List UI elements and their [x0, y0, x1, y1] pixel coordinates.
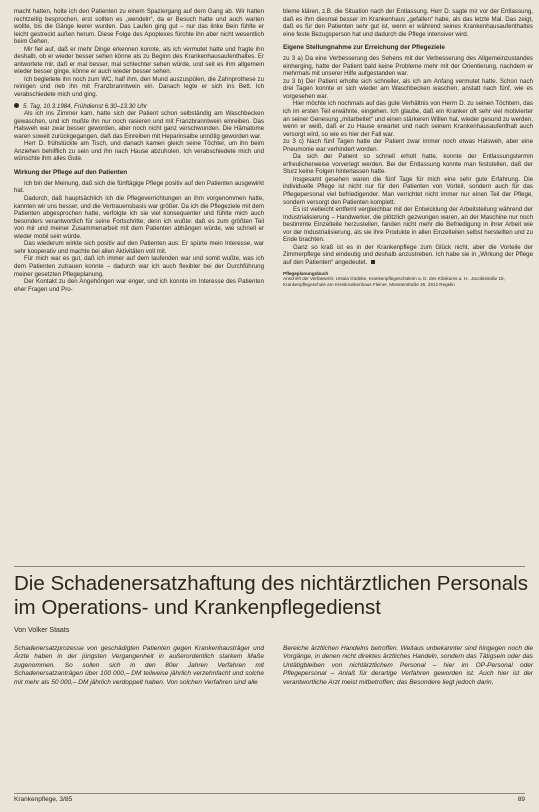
- paragraph: Es ist vielleicht entfernt vergleichbar mit der Entwicklung der Arbeitsteilung während der Industrialisierung – Handwerker, die plötzlich gezwungen waren, an der Maschine nur noch bestimmte Einzelteile herzustellen, fanden nicht mehr die Befriedigung in ihrer Arbeit wie vor der Industrialisierung, als sie ihre Produkte in allen Einzelteilen selbst herstellten und zu Ende brachten.: [283, 206, 533, 244]
- lead-left: [14, 645, 264, 687]
- paragraph: Als ich ins Zimmer kam, hatte sich der Patient schon selbständig am Waschbecken gewaschen, und ich mußte ihn nur noch rasieren und mit Franzbranntwein einreiben. Das Halsweh war zwar besser geworden, aber noch nicht ganz verschwunden. Die Hämatome waren soweit zurückgegangen, daß das Einreiben mit Heparinsalbe unnötig geworden war.: [14, 110, 264, 140]
- lead-text: Bereiche ärztlichen Handelns betroffen. Weitaus unbekannter sind hingegen noch die Vorgänge, in denen nicht direktes ärztliches Handeln, sondern das Tätigsein oder das Untätigbleiben von nichtärztlichem Personal – hier im OP-Personal oder Pflegepersonal – Anlaß für derartige Verfahren geworden ist. Auch hier ist der verantwortliche Arzt meist mitbetroffen; das Besondere liegt jedoch darin,: [283, 645, 533, 686]
- paragraph: Ich bin der Meinung, daß sich die fünftägige Pflege positiv auf den Patienten ausgewirkt hat.: [14, 179, 264, 195]
- paragraph: Da sich der Patient so schnell erholt hatte, konnte der Entlassungstermin erfreulicherweise vorverlegt werden. Bei der Entlassung konnte man feststellen, daß der Sturz keine Folgen hinterlassen hatte.: [283, 153, 533, 176]
- article-author: Von Volker Staats: [14, 627, 70, 634]
- paragraph: zu 3 a) Da eine Verbesserung des Sehens mit der Verbesserung des Allgemeinzustandes einherging, hatte der Patient bald keine Probleme mehr mit der Orientierung, nachdem er mehrmals mit unserer Hilfe aufgestanden war.: [283, 55, 533, 78]
- paragraph: zu 3 b) Der Patient erholte sich schneller, als ich am Anfang vermutet hatte. Schon nach drei Tagen konnte er sich wieder am Waschbecken waschen, anstatt nach fünf, wie es vorgesehen war.: [283, 77, 533, 100]
- end-mark-icon: [371, 260, 375, 264]
- source-note: [283, 271, 533, 288]
- day-heading: [14, 103, 264, 111]
- paragraph: Hier möchte ich nochmals auf das gute Verhältnis von Herrn D. zu seinen Töchtern, das ich im ersten Teil erwähnte, eingehen. Ich glaube, daß ein Kranker oft sehr viel motivierter an seiner Genesung „mitarbeitet“ und einen stärkeren Willen hat, wieder gesund zu werden, wenn er weiß, daß er zu Hause erwartet und nach seinem Krankenhausaufenthalt auch versorgt wird, so wie es hier der Fall war.: [283, 100, 533, 138]
- paragraph: Ich begleitete ihn noch zum WC, half ihm, den Mund auszuspülen, die Zahnprothese zu reinigen und rieb ihn mit Franzbranntwein ein. Danach legte er sich ins Bett. Ich verabschiedete mich und ging.: [14, 75, 264, 99]
- paragraph: bleme klären, z.B. die Situation nach der Entlassung. Herr D. sagte mir vor der Entlassung, daß es ihm diesmal besser im Krankenhaus „gefallen“ habe, als das letzte Mal. Das zeigt, daß es für den Patienten sehr gut ist, wenn er während seines Krankenhausaufenthaltes eine feste Bezugsperson hat und dadurch die Pflege intensiver wird.: [283, 8, 533, 38]
- footer-rule: [14, 793, 525, 794]
- journal-issue: Krankenpflege, 3/85: [14, 796, 73, 803]
- paragraph: Der Kontakt zu den Angehörigen war enger, und ich konnte im Interesse des Patienten eher Fragen und Pro-: [14, 278, 264, 293]
- paragraph: Mir fiel auf, daß er mehr Dinge erkennen konnte, als ich vermutet hatte und fragte ihn deshalb, ob er wieder besser sehen könne als zu Beginn des Krankenhausaufenthaltes. Er antwortete mir, daß er mal besser, mal schlechter sehen würde, und seit es ihm allgemein wieder besser ginge, könne er auch wieder besser sehen.: [14, 45, 264, 76]
- right-column: [283, 8, 533, 287]
- section-heading: Eigene Stellungnahme zur Erreichung der Pflegeziele: [283, 44, 445, 52]
- paragraph: Insgesamt gesehen waren die fünf Tage für mich eine sehr gute Erfahrung. Die individuelle Pflege ist nicht nur für den Patienten von Vorteil, sondern auch für das Pflegepersonal viel befriedigender. Man verrichtet nicht immer nur einen Teil der Pflege, sondern versorgt den Patienten komplett.: [283, 175, 533, 206]
- day-heading-text: 5. Tag, 10.3.1984, Frühdienst 6.30–13.30 Uhr: [23, 102, 148, 110]
- paragraph: zu 3 c) Nach fünf Tagen hatte der Patient zwar immer noch etwas Halsweh, aber eine Pneumonie war verhindert worden.: [283, 138, 533, 153]
- section-heading: Wirkung der Pflege auf den Patienten: [14, 168, 128, 176]
- paragraph: Für mich war es gut, daß ich immer auf dem laufenden war und somit wußte, was ich dem Patienten zutrauen konnte – dadurch war ich auch flexibler bei der Durchführung meiner gesetzten Pflegeplanung.: [14, 255, 264, 278]
- paragraph-text: Ganz so kraß ist es in der Krankenpflege zum Glück nicht, aber die Vorteile der Zimmerpflege sind eindeutig und deshalb anzustreben. Ich habe sie in „Wirkung der Pflege auf den Patienten“ angedeutet.: [283, 243, 533, 266]
- paragraph: macht hatten, holte ich den Patienten zu einem Spaziergang auf dem Gang ab. Wir hatten rechtzeitig besprochen, erst sollten es „wendeln“, da er Besuch hatte und auch warten wollte, bis die Gänge leerer wurden. Das Laufen ging gut – nur das linke Bein fühlte er leicht gestreckt außen herum. Diese Folge des Apoplexes fürchte ihn aber nicht wesentlich beim Gehen.: [14, 8, 264, 46]
- section-divider: [14, 566, 525, 567]
- paragraph: [283, 244, 533, 267]
- paragraph: Das wiederum wirkte sich positiv auf den Patienten aus: Er spürte mein Interesse, war sehr kooperativ und machte bei allen Aktivitäten voll mit.: [14, 240, 264, 255]
- paragraph: Dadurch, daß hauptsächlich ich die Pflegeverrichtungen an ihm vorgenommen hatte, kannten wir uns besser, und die Vertrauensbasis war größer. Da ich die Pflegeziele mit dem Patienten abgesprochen hatte, verfolgte ich sie viel konsequenter und fühlte mich auch besonders verantwortlich für seine Fortschritte; denn ich wußte: daß es zum größten Teil von mir und meiner Zusammenarbeit mit dem Patienten abhängen würde, wie schnell er wieder mobil sein würde.: [14, 195, 264, 240]
- lead-right: [283, 645, 533, 687]
- source-label: Pflegeplanungsbuch: [283, 270, 329, 276]
- paragraph: Herr D. frühstückte am Tisch, und danach kamen gleich seine Töchter, um ihn beim Anziehen behilflich zu sein und ihn nach Hause abzuholen. Ich verabschiedete mich und wünschte ihm alles Gute.: [14, 140, 264, 163]
- bullet-icon: [14, 103, 19, 108]
- left-column: [14, 8, 264, 293]
- page-number: 89: [517, 796, 525, 803]
- source-text: Anschrift der Verfasserin: Ursula Gödeke, Krankenpflegeschülerin a. D. des Klinikums a. H., Jacobistraße 15, Krankenpflegeschule am Kreiskrankenhaus Fleiner, Münsterstraße 26, 2912 Regelin: [283, 276, 505, 287]
- lead-text: Schadenersatzprozesse von geschädigten Patienten gegen Krankenhausträger und Ärzte haben in der jüngsten Vergangenheit in außerordentlich starkem Maße zugenommen. So sollen sich in den 80er Jahren Verfahren mit Schadenersatzanträgen über 100 000,– DM teilweise jährlich verzehnfacht und solche mit mehr als 50 000,– DM jährlich verdoppelt haben. Von solchen Verfahren sind alle: [14, 645, 264, 686]
- article-title: Die Schadenersatzhaftung des nichtärztlichen Personals im Operations- und Krankenpflegedienst: [14, 572, 528, 619]
